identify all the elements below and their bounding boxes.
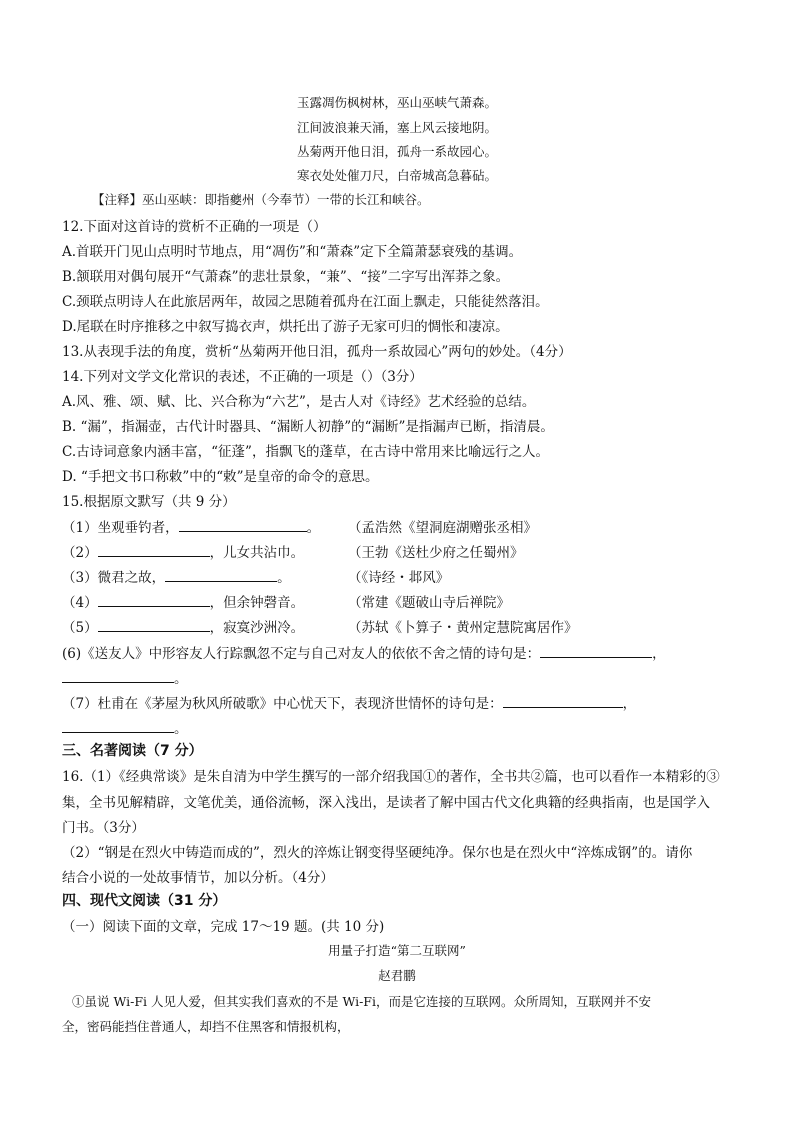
poem-line: 江间波浪兼天涌，塞上风云接地阴。: [296, 120, 497, 135]
q15-row-6: (6)《送友人》中形容友人行踪飘忽不定与自己对友人的依依不舍之情的诗句是： ，: [62, 642, 666, 662]
answer-blank[interactable]: [98, 592, 210, 607]
q15-row-1: （1）坐观垂钓者， 。: [62, 516, 320, 536]
answer-blank[interactable]: [179, 517, 307, 532]
q14-option-d: D. “手把文书口称敕”中的“敕”是皇帝的命令的意思。: [62, 469, 379, 485]
q15-source-5: （苏轼《卜算子・黄州定慧院寓居作》: [348, 620, 578, 636]
answer-blank[interactable]: [98, 617, 210, 632]
q12-option-d: D.尾联在时序推移之中叙写捣衣声，烘托出了游子无家可归的惆怅和凄凉。: [62, 319, 509, 335]
q12-stem: 12.下面对这首诗的赏析不正确的一项是（）: [62, 219, 327, 235]
part-intro: （一）阅读下面的文章，完成 17～19 题。(共 10 分): [62, 919, 385, 935]
q15-source-4: （常建《题破山寺后禅院》: [348, 595, 510, 611]
q16-line: 门书。（3分）: [62, 820, 145, 836]
answer-blank[interactable]: [62, 668, 174, 683]
answer-blank[interactable]: [165, 567, 277, 582]
answer-blank[interactable]: [62, 718, 174, 733]
section-heading: 四、现代文阅读（31 分）: [62, 893, 227, 909]
q16-line: 16.（1）《经典常谈》是朱自清为中学生撰写的一部介绍我国①的著作，全书共②篇，也可以看作一本精彩的③: [62, 769, 720, 785]
answer-blank[interactable]: [503, 693, 623, 708]
poem-line: 寒衣处处催刀尺，白帝城高急暮砧。: [296, 168, 497, 183]
q15-source-3: （《诗经・邶风》: [348, 570, 450, 586]
answer-blank[interactable]: [98, 542, 210, 557]
q15-row-4: （4） ，但余钟磬音。: [62, 591, 304, 611]
poem-line: 丛菊两开他日泪，孤舟一系故园心。: [296, 144, 497, 159]
q15-row-7: （7）杜甫在《茅屋为秋风所破歌》中心忧天下，表现济世情怀的诗句是： ，: [62, 692, 636, 712]
q12-option-c: C.颈联点明诗人在此旅居两年，故园之思随着孤舟在江面上飘走，只能徒然落泪。: [62, 294, 549, 310]
q15-source-1: （孟浩然《望洞庭湖赠张丞相》: [348, 520, 537, 536]
article-paragraph: ①虽说 Wi-Fi 人见人爱，但其实我们喜欢的不是 Wi-Fi，而是它连接的互联网。众所周知，互联网并不安: [72, 994, 651, 1009]
q15-row-6-cont: 。: [62, 667, 188, 687]
article-title: 用量子打造“第二互联网”: [328, 943, 466, 958]
poem-note: 【注释】巫山巫峡：即指夔州（今奉节）一带的长江和峡谷。: [92, 192, 430, 207]
q12-option-b: B.颔联用对偶句展开“气萧森”的悲壮景象，“兼”、“接”二字写出浑莽之象。: [62, 269, 510, 285]
q15-row-5: （5） ，寂寞沙洲冷。: [62, 616, 304, 636]
q15-stem: 15.根据原文默写（共 9 分）: [62, 494, 236, 510]
q15-source-2: （王勃《送杜少府之任蜀州》: [348, 545, 524, 561]
q14-stem: 14.下列对文学文化常识的表述，不正确的一项是（）（3分）: [62, 369, 423, 385]
q14-option-c: C.古诗词意象内涵丰富，“征蓬”，指飘飞的蓬草，在古诗中常用来比喻远行之人。: [62, 444, 549, 460]
poem-line: 玉露凋伤枫树林，巫山巫峡气萧森。: [296, 95, 497, 110]
q15-row-7-cont: 。: [62, 717, 188, 737]
q16-line: （2）“钢是在烈火中铸造而成的”，烈火的淬炼让钢变得坚硬纯净。保尔也是在烈火中“淬炼成钢”的。请你: [62, 845, 693, 861]
q16-line: 集，全书见解精辟，文笔优美，通俗流畅，深入浅出，是读者了解中国古代文化典籍的经典指南，也是国学入: [62, 795, 710, 811]
q14-option-a: A.风、雅、颂、赋、比、兴合称为“六艺”，是古人对《诗经》艺术经验的总结。: [62, 394, 536, 410]
q14-option-b: B. “漏”，指漏壶，古代计时器具、“漏断人初静”的“漏断”是指漏声已断，指清晨。: [62, 419, 554, 435]
article-author: 赵君鹏: [378, 968, 416, 983]
q12-option-a: A.首联开门见山点明时节地点，用“凋伤”和“萧森”定下全篇萧瑟衰残的基调。: [62, 244, 523, 260]
article-paragraph: 全，密码能挡住普通人，却挡不住黑客和情报机构，: [62, 1019, 350, 1034]
q15-row-2: （2） ，儿女共沾巾。: [62, 541, 304, 561]
section-heading: 三、名著阅读（7 分）: [62, 743, 203, 759]
answer-blank[interactable]: [540, 643, 652, 658]
q15-row-3: （3）微君之故， 。: [62, 566, 291, 586]
q13-stem: 13.从表现手法的角度，赏析“丛菊两开他日泪，孤舟一系故园心”两句的妙处。（4分）: [62, 344, 572, 360]
q16-line: 结合小说的一处故事情节，加以分析。（4分）: [62, 870, 334, 886]
